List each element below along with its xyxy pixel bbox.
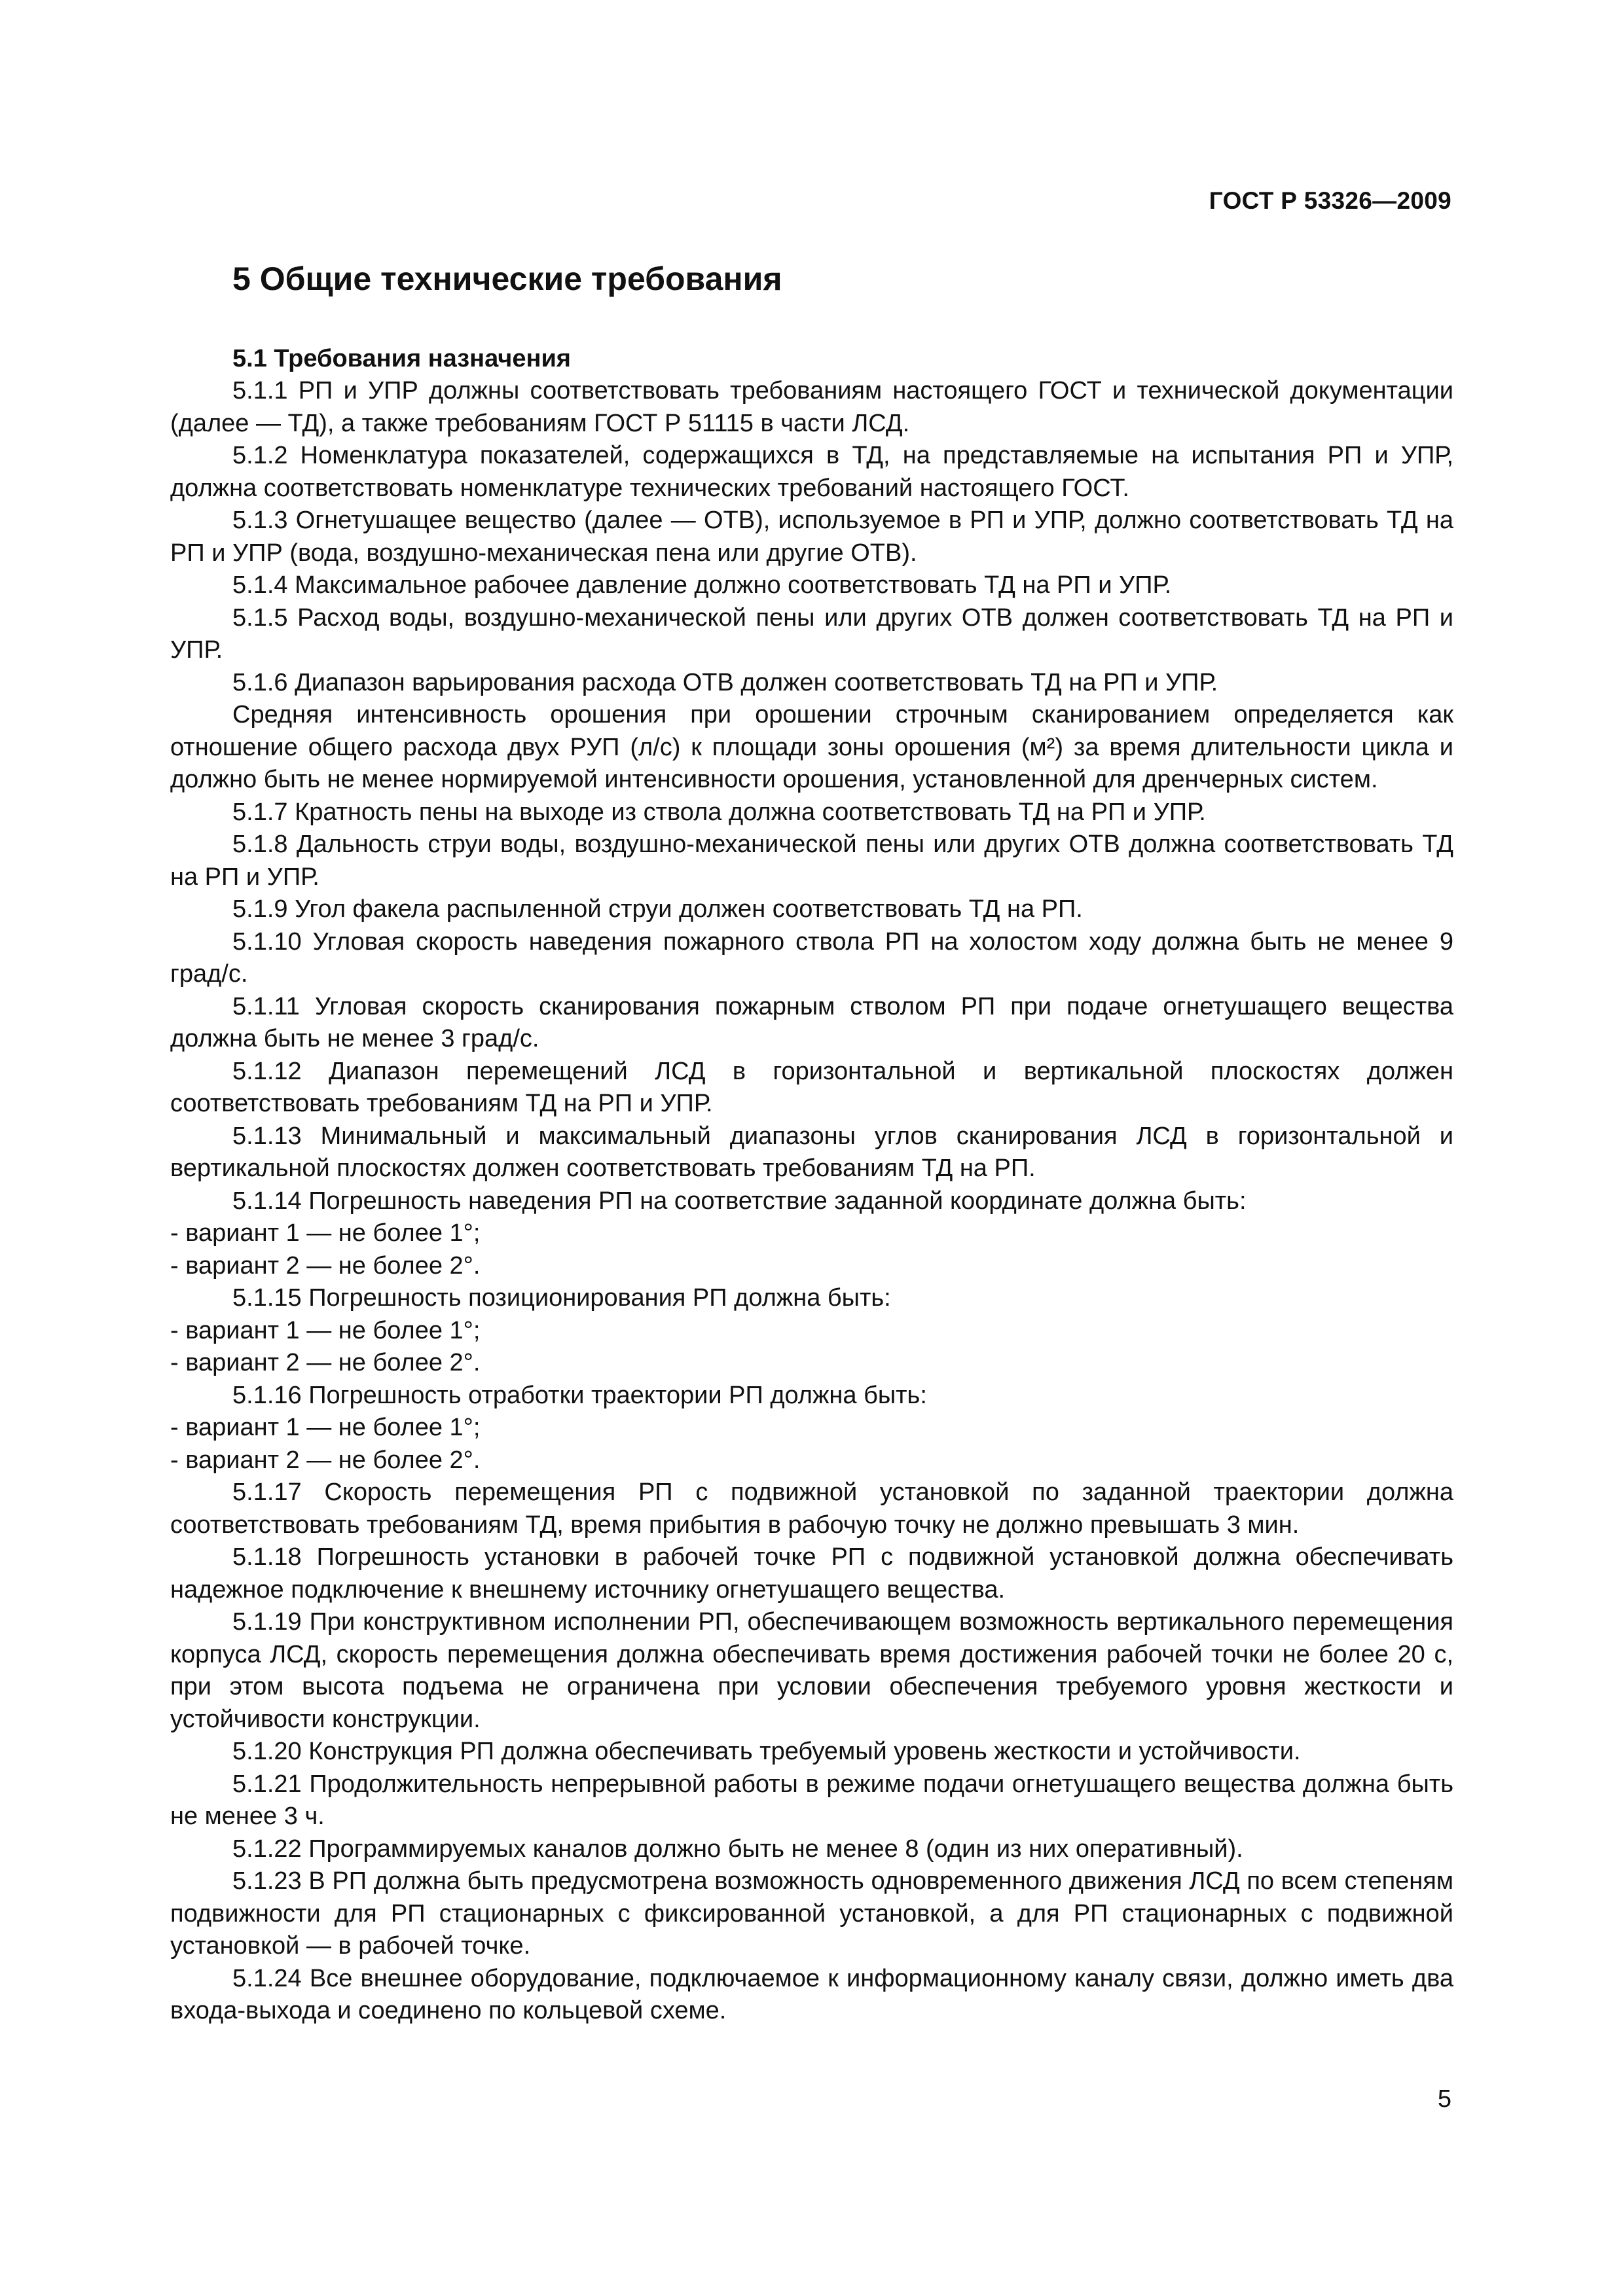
paragraph: 5.1.6 Диапазон варьирования расхода ОТВ должен соответствовать ТД на РП и УПР. xyxy=(232,668,1218,696)
paragraph: 5.1.12 Диапазон перемещений ЛСД в горизонтальной и вертикальной плоскостях должен соответствовать требованиям ТД на РП и УПР. xyxy=(170,1057,1453,1117)
paragraph: 5.1.14 Погрешность наведения РП на соответствие заданной координате должна быть: xyxy=(232,1187,1247,1215)
paragraph: 5.1.1 РП и УПР должны соответствовать требованиям настоящего ГОСТ и технической документации (далее — ТД), а также требованиям ГОСТ Р 51115 в части ЛСД. xyxy=(170,377,1453,437)
paragraph: 5.1.20 Конструкция РП должна обеспечивать требуемый уровень жесткости и устойчивости. xyxy=(232,1738,1301,1765)
paragraph: 5.1.4 Максимальное рабочее давление должно соответствовать ТД на РП и УПР. xyxy=(232,571,1172,599)
paragraph: 5.1.2 Номенклатура показателей, содержащихся в ТД, на представляемые на испытания РП и УПР, должна соответствовать номенклатуре технических требований настоящего ГОСТ. xyxy=(170,442,1453,502)
list-item: - вариант 2 — не более 2°. xyxy=(170,1251,481,1280)
paragraph-list xyxy=(170,375,1453,2028)
paragraph: 5.1.15 Погрешность позиционирования РП должна быть: xyxy=(232,1284,891,1312)
paragraph: 5.1.5 Расход воды, воздушно-механической пены или других ОТВ должен соответствовать ТД на РП и УПР. xyxy=(170,603,1453,664)
page-number: 5 xyxy=(1437,2085,1451,2113)
subsection-title: 5.1 Требования назначения xyxy=(232,344,571,372)
list-item: - вариант 2 — не более 2°. xyxy=(170,1349,481,1376)
paragraph: 5.1.11 Угловая скорость сканирования пожарным стволом РП при подаче огнетушащего вещества должна быть не менее 3 град/с. xyxy=(170,992,1453,1052)
paragraph: 5.1.10 Угловая скорость наведения пожарного ствола РП на холостом ходу должна быть не менее 9 град/с. xyxy=(170,927,1453,988)
paragraph: 5.1.8 Дальность струи воды, воздушно-механической пены или других ОТВ должна соответствовать ТД на РП и УПР. xyxy=(170,831,1453,891)
paragraph: Средняя интенсивность орошения при орошении строчным сканированием определяется как отношение общего расхода двух РУП (л/с) к площади зоны орошения (м²) за время длительности цикла и должно быть не менее нормируемой интенсивности орошения, установленной для дренчерных систем. xyxy=(170,701,1453,793)
list-item: - вариант 1 — не более 1°; xyxy=(170,1414,481,1441)
paragraph: 5.1.16 Погрешность отработки траектории РП должна быть: xyxy=(232,1381,927,1409)
paragraph: 5.1.3 Огнетушащее вещество (далее — ОТВ), используемое в РП и УПР, должно соответствовать ТД на РП и УПР (вода, воздушно-механическая пена или другие ОТВ). xyxy=(170,507,1453,567)
paragraph: 5.1.17 Скорость перемещения РП с подвижной установкой по заданной траектории должна соответствовать требованиям ТД, время прибытия в рабочую точку не должно превышать 3 мин. xyxy=(170,1479,1453,1539)
section-title: 5 Общие технические требования xyxy=(232,260,782,297)
paragraph: 5.1.13 Минимальный и максимальный диапазоны углов сканирования ЛСД в горизонтальной и вертикальной плоскостях должен соответствовать требованиям ТД на РП. xyxy=(170,1122,1453,1182)
list-item: - вариант 1 — не более 1°; xyxy=(170,1219,481,1247)
document-code-header: ГОСТ Р 53326—2009 xyxy=(1209,187,1451,214)
paragraph: 5.1.21 Продолжительность непрерывной работы в режиме подачи огнетушащего вещества должна быть не менее 3 ч. xyxy=(170,1770,1453,1830)
paragraph: 5.1.19 При конструктивном исполнении РП, обеспечивающем возможность вертикального перемещения корпуса ЛСД, скорость перемещения должна обеспечивать время достижения рабочей точки не более 20 с, при этом высота подъема не ограничена при условии обеспечения требуемого уровня жесткости и устойчивости конструкции. xyxy=(170,1608,1453,1733)
list-item: - вариант 2 — не более 2°. xyxy=(170,1446,481,1474)
paragraph: 5.1.9 Угол факела распыленной струи должен соответствовать ТД на РП. xyxy=(232,895,1083,923)
page-content xyxy=(170,260,1453,2028)
paragraph: 5.1.24 Все внешнее оборудование, подключаемое к информационному каналу связи, должно иметь два входа-выхода и соединено по кольцевой схеме. xyxy=(170,1964,1453,2024)
paragraph: 5.1.23 В РП должна быть предусмотрена возможность одновременного движения ЛСД по всем степеням подвижности для РП стационарных с фиксированной установкой, а для РП стационарных с подвижной установкой — в рабочей точке. xyxy=(170,1867,1453,1960)
list-item: - вариант 1 — не более 1°; xyxy=(170,1316,481,1344)
paragraph: 5.1.7 Кратность пены на выходе из ствола должна соответствовать ТД на РП и УПР. xyxy=(232,798,1206,826)
paragraph: 5.1.22 Программируемых каналов должно быть не менее 8 (один из них оперативный). xyxy=(232,1835,1243,1863)
paragraph: 5.1.18 Погрешность установки в рабочей точке РП с подвижной установкой должна обеспечивать надежное подключение к внешнему источнику огнетушащего вещества. xyxy=(170,1543,1453,1604)
